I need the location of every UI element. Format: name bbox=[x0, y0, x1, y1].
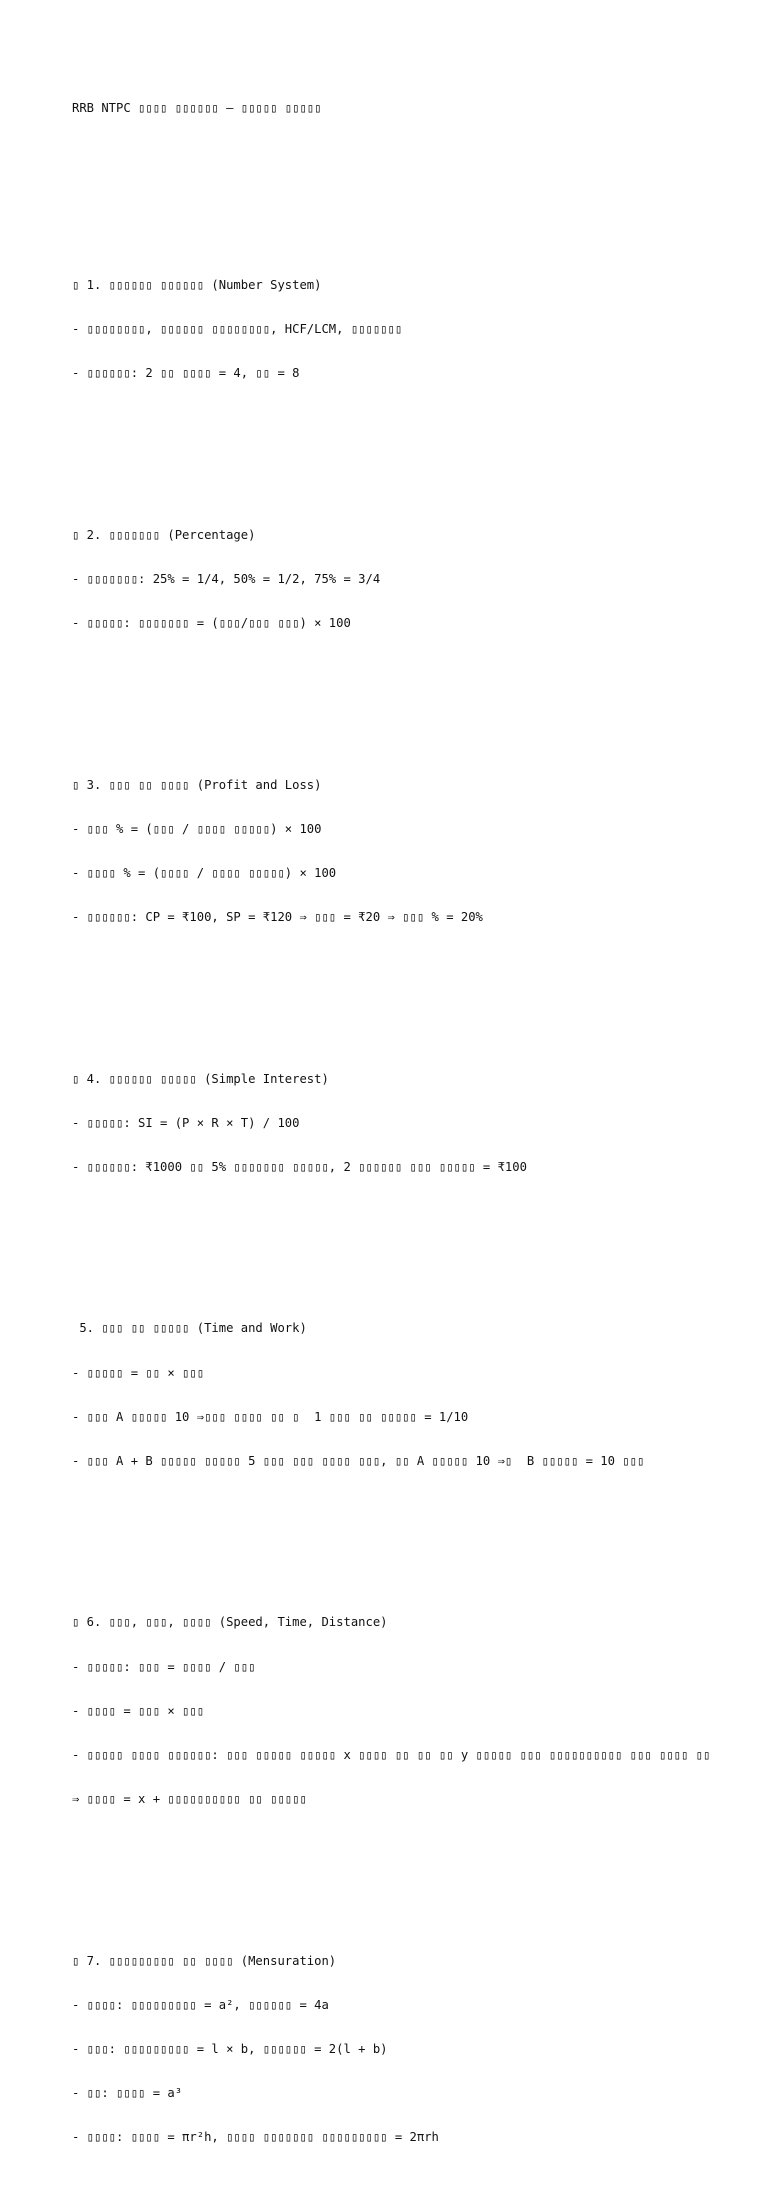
section-simple-interest bbox=[72, 1042, 742, 1204]
spacer bbox=[72, 1233, 742, 1248]
spacer bbox=[72, 190, 742, 205]
spacer bbox=[72, 1865, 742, 1880]
spacer bbox=[72, 146, 742, 161]
section-line: - ▯▯▯ A ▯▯▯▯▯ 10 ⇒▯▯▯ ▯▯▯▯ ▯▯ ▯ 1 ▯▯▯ ▯▯ ▯▯▯▯▯ = 1/10 bbox=[72, 1409, 469, 1424]
section-time-work bbox=[72, 1292, 742, 1498]
section-heading: ▯ 1. ▯▯▯▯▯▯ ▯▯▯▯▯▯ (Number System) bbox=[72, 277, 322, 292]
document-page bbox=[72, 72, 742, 2189]
section-line: - ▯▯▯▯: ▯▯▯▯▯▯▯▯▯ = a², ▯▯▯▯▯▯ = 4a bbox=[72, 1997, 329, 2012]
section-line: - ▯▯▯▯ % = (▯▯▯▯ / ▯▯▯▯ ▯▯▯▯▯) × 100 bbox=[72, 865, 337, 880]
section-line: - ▯▯: ▯▯▯▯ = a³ bbox=[72, 2085, 183, 2100]
section-line: - ▯▯▯ A + B ▯▯▯▯▯ ▯▯▯▯▯ 5 ▯▯▯ ▯▯▯ ▯▯▯▯ ▯▯▯, ▯▯ A ▯▯▯▯▯ 10 ⇒▯ B ▯▯▯▯▯ = 10 ▯▯▯ bbox=[72, 1453, 645, 1468]
section-line: - ▯▯▯▯▯▯: CP = ₹100, SP = ₹120 ⇒ ▯▯▯ = ₹20 ⇒ ▯▯▯ % = 20% bbox=[72, 909, 483, 924]
section-number-system bbox=[72, 248, 742, 410]
spacer bbox=[72, 439, 742, 454]
section-line: - ▯▯▯▯▯▯: 2 ▯▯ ▯▯▯▯ = 4, ▯▯ = 8 bbox=[72, 365, 300, 380]
section-heading: ▯ 7. ▯▯▯▯▯▯▯▯▯ ▯▯ ▯▯▯▯ (Mensuration) bbox=[72, 1953, 337, 1968]
section-profit-loss bbox=[72, 748, 742, 954]
section-heading: ▯ 4. ▯▯▯▯▯▯ ▯▯▯▯▯ (Simple Interest) bbox=[72, 1071, 329, 1086]
section-line: - ▯▯▯▯▯: ▯▯▯▯▯▯▯ = (▯▯▯/▯▯▯ ▯▯▯) × 100 bbox=[72, 615, 351, 630]
section-heading: ▯ 3. ▯▯▯ ▯▯ ▯▯▯▯ (Profit and Loss) bbox=[72, 777, 322, 792]
section-heading: ▯ 2. ▯▯▯▯▯▯▯ (Percentage) bbox=[72, 527, 256, 542]
spacer bbox=[72, 689, 742, 704]
section-line: - ▯▯▯▯▯ = ▯▯ × ▯▯▯ bbox=[72, 1365, 205, 1380]
section-line: - ▯▯▯▯: ▯▯▯▯ = πr²h, ▯▯▯▯ ▯▯▯▯▯▯▯ ▯▯▯▯▯▯▯▯▯ = 2πrh bbox=[72, 2129, 439, 2144]
section-heading: 5. ▯▯▯ ▯▯ ▯▯▯▯▯ (Time and Work) bbox=[72, 1321, 307, 1336]
section-line: - ▯▯▯▯ = ▯▯▯ × ▯▯▯ bbox=[72, 1703, 205, 1718]
section-line: - ▯▯▯▯▯ ▯▯▯▯ ▯▯▯▯▯▯: ▯▯▯ ▯▯▯▯▯ ▯▯▯▯▯ x ▯▯▯▯ ▯▯ ▯▯ ▯▯ y ▯▯▯▯▯ ▯▯▯ ▯▯▯▯▯▯▯▯▯▯ ▯▯▯ ▯▯▯▯ ▯▯ bbox=[72, 1747, 711, 1762]
section-line: - ▯▯▯▯▯▯▯: 25% = 1/4, 50% = 1/2, 75% = 3/4 bbox=[72, 571, 381, 586]
section-percentage bbox=[72, 498, 742, 660]
section-line: - ▯▯▯: ▯▯▯▯▯▯▯▯▯ = l × b, ▯▯▯▯▯▯ = 2(l + b) bbox=[72, 2041, 388, 2056]
section-speed-time-distance bbox=[72, 1586, 742, 1836]
section-line: ⇒ ▯▯▯▯ = x + ▯▯▯▯▯▯▯▯▯▯ ▯▯ ▯▯▯▯▯ bbox=[72, 1791, 307, 1806]
spacer bbox=[72, 1527, 742, 1542]
spacer bbox=[72, 983, 742, 998]
section-line: - ▯▯▯▯▯: ▯▯▯ = ▯▯▯▯ / ▯▯▯ bbox=[72, 1659, 256, 1674]
section-line: - ▯▯▯▯▯▯: ₹1000 ▯▯ 5% ▯▯▯▯▯▯▯ ▯▯▯▯▯, 2 ▯▯▯▯▯▯ ▯▯▯ ▯▯▯▯▯ = ₹100 bbox=[72, 1159, 527, 1174]
section-mensuration bbox=[72, 1924, 742, 2174]
section-line: - ▯▯▯▯▯▯▯▯, ▯▯▯▯▯▯ ▯▯▯▯▯▯▯▯, HCF/LCM, ▯▯▯▯▯▯▯ bbox=[72, 321, 403, 336]
section-line: - ▯▯▯ % = (▯▯▯ / ▯▯▯▯ ▯▯▯▯▯) × 100 bbox=[72, 821, 322, 836]
document-title: RRB NTPC ▯▯▯▯ ▯▯▯▯▯▯ – ▯▯▯▯▯ ▯▯▯▯▯ bbox=[72, 101, 322, 116]
section-heading: ▯ 6. ▯▯▯, ▯▯▯, ▯▯▯▯ (Speed, Time, Distance) bbox=[72, 1615, 388, 1630]
section-line: - ▯▯▯▯▯: SI = (P × R × T) / 100 bbox=[72, 1115, 300, 1130]
